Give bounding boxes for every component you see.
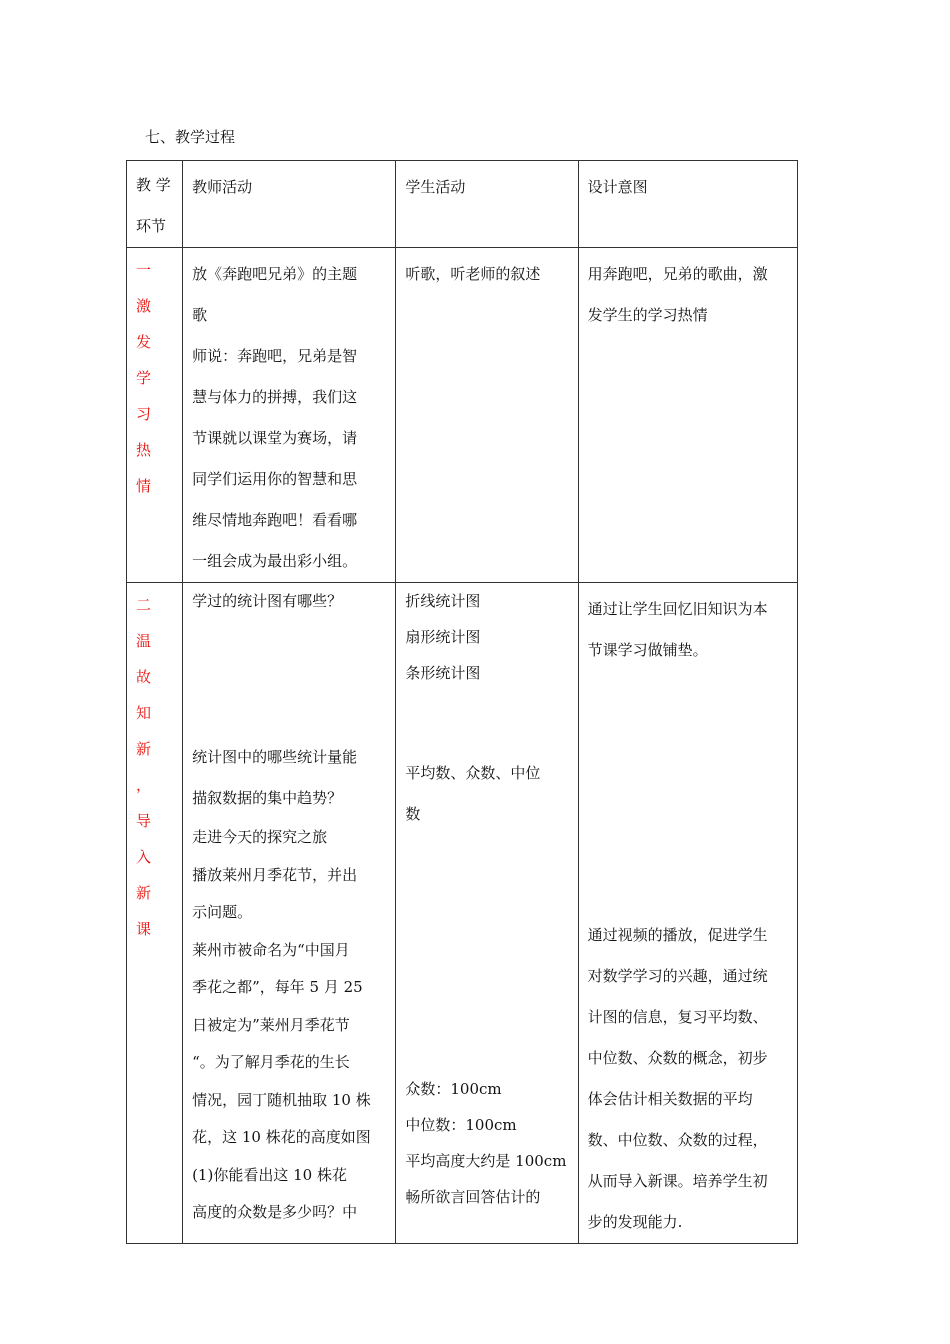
stage-char: 新: [136, 884, 152, 902]
text-line: 平均高度大约是 100cm: [405, 1152, 567, 1170]
stage-char: 故: [136, 668, 152, 686]
header-student: 学生活动: [396, 161, 578, 248]
row2-student-measures: [405, 753, 570, 835]
text-line: 播放莱州月季花节，并出: [192, 865, 358, 884]
text-line: 歌: [192, 306, 208, 324]
text-line: 示问题。: [192, 903, 253, 921]
text-line: 统计图中的哪些统计量能: [192, 748, 358, 766]
text-line: 节课就以课堂为赛场，请: [192, 429, 358, 447]
row1-student-cell: [396, 248, 578, 583]
row2-student-answers: [405, 1071, 570, 1215]
stage-1-label: [127, 248, 182, 504]
row2-intent-video: [588, 915, 790, 1243]
header-stage: [127, 161, 183, 248]
text-line: 情况，园丁随机抽取 10 株: [192, 1090, 371, 1109]
text-line: 慧与体力的拼搏，我们这: [192, 388, 358, 406]
text-line: 一组会成为最出彩小组。: [192, 552, 358, 570]
text-line: 数: [405, 805, 421, 823]
stage-char: 热: [136, 441, 152, 459]
text-line: 师说：奔跑吧，兄弟是智: [192, 347, 358, 365]
text-line: 莱州市被命名为“中国月: [192, 940, 350, 959]
row2-teacher-cell: [183, 583, 396, 1244]
text-line: 步的发现能力.: [587, 1213, 683, 1231]
text-line: 体会估计相关数据的平均: [587, 1090, 753, 1108]
row2-intent-cell: [578, 583, 797, 1244]
stage-char: 新: [136, 740, 152, 758]
section-heading: 七、教学过程: [145, 128, 236, 146]
text-line: 中位数：100cm: [405, 1116, 517, 1134]
text-line: 计图的信息，复习平均数、: [587, 1008, 768, 1026]
row-stage-2: [127, 583, 798, 1244]
text-line: 通过视频的播放，促进学生: [587, 926, 768, 944]
text-line: 从而导入新课。培养学生初: [587, 1172, 768, 1190]
text-line: 节课学习做铺垫。: [587, 641, 708, 659]
text-line: 条形统计图: [405, 664, 481, 682]
stage-1-cell: [127, 248, 183, 583]
stage-char: 情: [136, 477, 152, 495]
header-row: [127, 161, 798, 248]
stage-char: 导: [136, 812, 152, 830]
stage-char: 知: [136, 704, 152, 722]
row2-teacher-question1: [192, 583, 388, 619]
stage-char: 一: [136, 261, 152, 279]
text-line: 日被定为”莱州月季花节: [192, 1015, 350, 1034]
row1-teacher-cell: [183, 248, 396, 583]
header-intent: 设计意图: [578, 161, 797, 248]
text-line: 听歌，听老师的叙述: [405, 265, 541, 283]
text-line: 花，这 10 株花的高度如图: [192, 1128, 371, 1146]
row2-teacher-problem: [192, 819, 388, 1232]
stage-char: 课: [136, 920, 152, 938]
row-stage-1: [127, 248, 798, 583]
text-line: 放《奔跑吧兄弟》的主题: [192, 265, 358, 283]
text-line: 用奔跑吧，兄弟的歌曲，激: [587, 265, 768, 283]
stage-char: 激: [136, 297, 152, 315]
stage-char: 习: [136, 405, 152, 423]
stage-char: 二: [136, 596, 152, 614]
text-line: 季花之都”，每年 5 月 25: [192, 978, 363, 996]
text-line: 折线统计图: [405, 592, 481, 610]
row1-student-text: [396, 248, 577, 295]
text-line: 描叙数据的集中趋势？: [192, 789, 343, 807]
row2-student-cell: [396, 583, 578, 1244]
row2-teacher-question2: [192, 737, 388, 819]
text-line: 数、中位数、众数的过程，: [587, 1131, 768, 1149]
text-line: 学过的统计图有哪些？: [192, 592, 343, 610]
stage-2-cell: [127, 583, 183, 1244]
text-line: 众数：100cm: [405, 1080, 502, 1098]
row1-teacher-text: [183, 248, 395, 582]
text-line: 同学们运用你的智慧和思: [192, 470, 358, 488]
stage-char: 入: [136, 848, 152, 866]
text-line: 扇形统计图: [405, 628, 481, 646]
text-line: 发学生的学习热情: [587, 306, 708, 324]
text-line: “。为了解月季花的生长: [192, 1053, 350, 1071]
header-teacher: 教师活动: [183, 161, 396, 248]
text-line: 畅所欲言回答估计的: [405, 1188, 541, 1206]
header-stage-line2: 环节: [136, 217, 167, 235]
row2-student-charts: [405, 583, 570, 691]
text-line: (1)你能看出这 10 株花: [192, 1165, 347, 1184]
stage-char: 学: [136, 369, 152, 387]
stage-char: 发: [136, 333, 152, 351]
text-line: 通过让学生回忆旧知识为本: [587, 600, 768, 618]
header-stage-line1: 教 学: [136, 176, 171, 194]
row1-intent-text: [579, 248, 797, 336]
row2-intent-recall: [588, 589, 790, 671]
stage-char: 温: [136, 632, 152, 650]
text-line: 走进今天的探究之旅: [192, 828, 328, 846]
text-line: 高度的众数是多少吗？中: [192, 1203, 358, 1221]
stage-char: ，: [136, 776, 152, 794]
text-line: 中位数、众数的概念，初步: [587, 1049, 768, 1067]
text-line: 维尽情地奔跑吧！看看哪: [192, 511, 358, 529]
text-line: 平均数、众数、中位: [405, 764, 541, 782]
text-line: 对数学学习的兴趣，通过统: [587, 967, 768, 985]
stage-2-label: [127, 583, 182, 947]
teaching-process-table: [126, 160, 798, 1244]
row1-intent-cell: [578, 248, 797, 583]
